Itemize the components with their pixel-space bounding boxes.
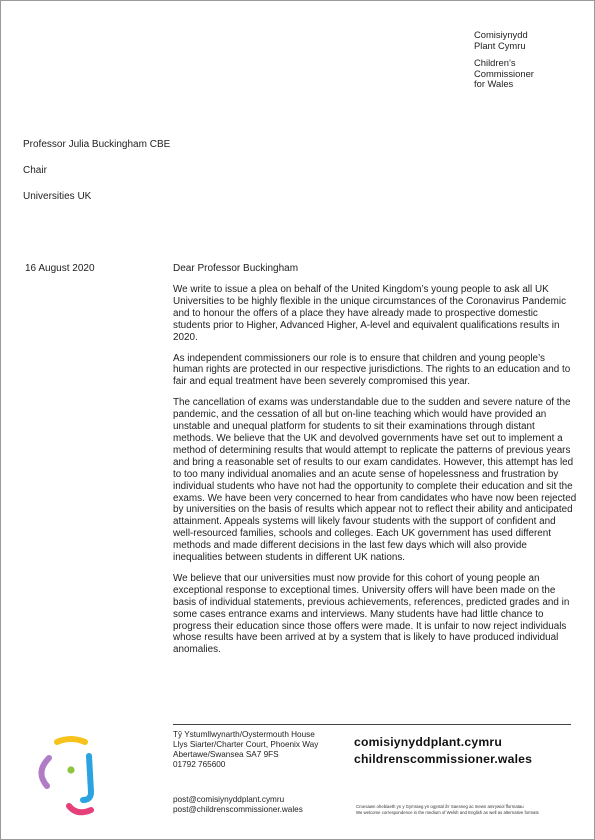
letter-date: 16 August 2020: [25, 263, 95, 274]
address-line: Tŷ Ystumllwynarth/Oystermouth House: [173, 730, 315, 739]
website-addresses: [354, 734, 532, 768]
org-name-welsh: [474, 30, 534, 51]
address-line: Llys Siarter/Charter Court, Phoenix Way: [173, 740, 319, 750]
recipient-role: Chair: [23, 165, 47, 176]
org-en-line-2: Commissioner: [474, 67, 534, 79]
postal-address: [173, 730, 318, 770]
recipient-name: Professor Julia Buckingham CBE: [23, 139, 171, 150]
body-paragraph: We believe that our universities must now provide for this cohort of young people an exceptional response to exceptional times. University offers will have been made on the basis of individual statements, previous achievements, references, predicted grades and in some cases entrance exams and interviews. Many students have had little chance to progress their education since those offers were made. It is unfair to now reject individuals whose results have been arrived at by a system that is likely to have produced individual anomalies.: [173, 572, 570, 656]
organisation-name: [474, 30, 534, 90]
org-cy-line-1: Comisiynydd: [474, 29, 528, 40]
language-note-english: We welcome correspondence in the medium of Welsh and English as well as alternative formats: [356, 810, 539, 815]
org-cy-line-2: Plant Cymru: [474, 39, 526, 51]
org-name-english: [474, 58, 534, 90]
email-english-link[interactable]: post@childrenscommissioner.wales: [173, 805, 303, 815]
language-note: [356, 804, 586, 816]
body-paragraph: As independent commissioners our role is to ensure that children and young people’s human rights are protected in our respective jurisdictions. The rights to an education and to fair and equal treatment have been severely compromised this year.: [173, 352, 571, 388]
website-english-link[interactable]: childrenscommissioner.wales: [354, 752, 533, 766]
commissioner-logo-icon: [31, 734, 111, 818]
email-welsh-link[interactable]: post@comisiynyddplant.cymru: [173, 795, 285, 804]
recipient-organisation: Universities UK: [23, 191, 92, 202]
website-welsh-link[interactable]: comisiynyddplant.cymru: [354, 735, 502, 749]
body-paragraph: We write to issue a plea on behalf of the United Kingdom’s young people to ask all UK Universities to be highly flexible in the unique circumstances of the Coronavirus Pandemic and to honour the offers of a place they have already made to prospective domestic students prior to Higher, Advanced Higher, A-level and equivalent qualifications results in 2020.: [173, 284, 567, 343]
address-line: Abertawe/Swansea SA7 9FS: [173, 750, 279, 760]
org-en-line-3: for Wales: [474, 78, 514, 90]
language-note-welsh: Croesawn ohebiaeth yn y Gymraeg yn ogystal â'r Saesneg ac mewn amrywiol fformatau: [356, 804, 524, 809]
phone-number: 01792 765600: [173, 760, 226, 770]
salutation: Dear Professor Buckingham: [173, 263, 299, 274]
email-addresses: [173, 795, 303, 815]
footer-divider: [173, 724, 571, 725]
body-paragraph: The cancellation of exams was understandable due to the sudden and severe nature of the pandemic, and the cessation of all but on-line teaching which would have provided an unstable and unequal platform for students to sit their examinations through distant methods. We believe that the UK and devolved governments have set out to implement a method of determining results that would attempt to replicate the patterns of previous years and bring a reasonable set of results to our exam candidates. However, this attempt has led to too many individual anomalies and an acute sense of hopelessness and frustration by individual students who have not had the opportunity to complete their education and sit the exams. We have been very concerned to hear from candidates who have now been rejected by universities on the basis of results which appear not to reflect their ability and anticipated attainment. Appeals systems will likely favour students with the support of confident and well-resourced families, schools and colleges. Each UK government has used different methods and made different decisions in the last few days which will also provide inequalities between students in different UK nations.: [173, 397, 577, 564]
org-en-line-1: Children’s: [474, 57, 516, 69]
letter-body: [173, 284, 577, 721]
